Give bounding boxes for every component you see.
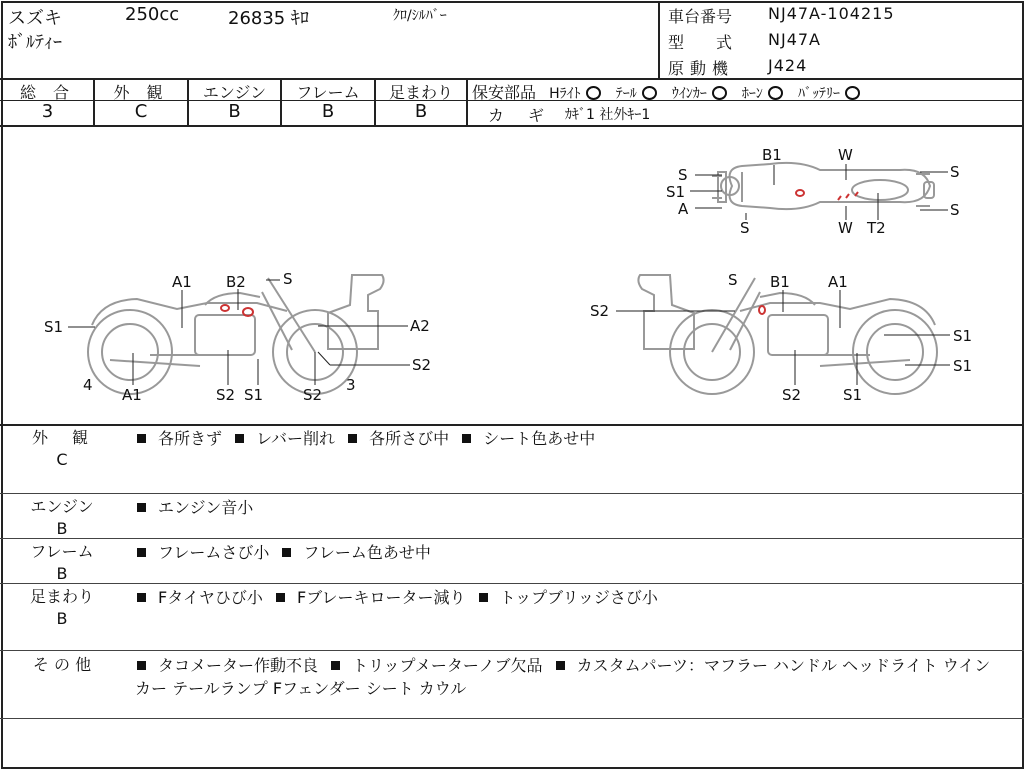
remark-item: Fタイヤひび小 <box>158 588 263 607</box>
bullet-icon <box>479 593 488 602</box>
frame-number-label: 車台番号 <box>668 7 733 26</box>
remark-item: トップブリッジさび小 <box>499 588 658 607</box>
bullet-icon <box>137 434 146 443</box>
remark-label: 外 観 <box>31 428 92 447</box>
model-code: NJ47A <box>768 30 821 49</box>
model-code-label: 型 式 <box>668 33 733 52</box>
remark-label: そ の 他 <box>32 655 92 674</box>
bullet-icon <box>137 548 146 557</box>
remark-divider <box>0 538 1024 539</box>
safety-item-horn: ﾎｰﾝ <box>742 83 783 103</box>
exterior-grade: C <box>134 101 148 122</box>
left-view-bike <box>88 275 384 394</box>
key-value: ｶｷﾞ1 社外ｷｰ1 <box>565 107 651 123</box>
grade-col-sep <box>466 79 468 125</box>
diagram-label: 3 <box>346 376 356 394</box>
diagram-label: S <box>740 219 750 237</box>
remark-divider <box>0 650 1024 651</box>
ok-circle-icon <box>712 86 727 100</box>
diagram-label: A <box>678 200 689 218</box>
model-name: ﾎﾞﾙﾃｨｰ <box>8 32 62 53</box>
ok-circle-icon <box>768 86 783 100</box>
remark-grade: B <box>56 609 68 628</box>
remark-divider <box>0 718 1024 719</box>
frame-grade: B <box>321 101 335 122</box>
diagram-label: A1 <box>828 273 848 291</box>
maker: スズキ <box>8 8 62 29</box>
remark-grade: C <box>56 450 68 469</box>
damage-diagram <box>0 127 1020 423</box>
diagram-label: S <box>950 201 960 219</box>
remark-grade: B <box>56 564 68 583</box>
divider-diagram <box>0 424 1024 426</box>
mileage: 26835 ｷﾛ <box>228 8 309 29</box>
diagram-label: S <box>678 166 688 184</box>
diagram-label: B1 <box>762 146 782 164</box>
safety-item-battery: ﾊﾞｯﾃﾘｰ <box>798 83 860 103</box>
diagram-label: S2 <box>216 386 236 404</box>
diagram-label: S1 <box>953 327 973 345</box>
remark-divider <box>0 493 1024 494</box>
displacement: 250cc <box>125 4 180 25</box>
diagram-label: W <box>838 219 853 237</box>
top-view-bike <box>712 163 934 209</box>
diagram-label: S <box>728 271 738 289</box>
ok-circle-icon <box>845 86 860 100</box>
diagram-label: S1 <box>843 386 863 404</box>
ok-circle-icon <box>642 86 657 100</box>
safety-label: 保安部品 <box>472 83 537 102</box>
suspension-grade: B <box>414 101 428 122</box>
diagram-label: W <box>838 146 853 164</box>
diagram-label: S2 <box>412 356 432 374</box>
remark-item: トリップメーターノブ欠品 <box>352 656 543 675</box>
engine-code-label: 原動機 <box>668 59 735 78</box>
diagram-label: S2 <box>303 386 323 404</box>
diagram-label: S2 <box>590 302 610 320</box>
frame-number: NJ47A-104215 <box>768 4 895 23</box>
suspension-label: 足まわり <box>388 83 453 102</box>
engine-code: J424 <box>768 56 808 75</box>
remark-item: カスタムパーツ：マフラー ハンドル ヘッドライト ウインカー テールランプ Fフェンダー シート カウル <box>135 656 991 698</box>
diagram-label: S1 <box>666 183 686 201</box>
diagram-label: 4 <box>83 376 93 394</box>
remark-item: タコメーター作動不良 <box>158 656 319 675</box>
diagram-label: A2 <box>410 317 430 335</box>
remark-item: Fブレーキローター減り <box>296 588 466 607</box>
header-divider <box>658 2 660 78</box>
overall-label: 総 合 <box>19 83 76 102</box>
leader-lines <box>68 164 950 385</box>
bullet-icon <box>137 593 146 602</box>
ok-circle-icon <box>586 86 601 100</box>
frame-label: フレーム <box>296 83 360 102</box>
bullet-icon <box>348 434 357 443</box>
bullet-icon <box>282 548 291 557</box>
bullet-icon <box>276 593 285 602</box>
diagram-label: S1 <box>44 318 64 336</box>
diagram-label: S <box>950 163 960 181</box>
bullet-icon <box>137 661 146 670</box>
diagram-label: S <box>283 270 293 288</box>
key-label: カ ギ <box>488 106 549 125</box>
color: ｸﾛ/ｼﾙﾊﾞｰ <box>393 8 447 24</box>
bullet-icon <box>235 434 244 443</box>
diagram-label: S1 <box>953 357 973 375</box>
diagram-label: T2 <box>867 219 886 237</box>
remark-label: エンジン <box>30 497 94 516</box>
remark-label: フレーム <box>30 542 94 561</box>
remark-item: フレームさび小 <box>158 543 270 562</box>
bullet-icon <box>137 503 146 512</box>
bullet-icon <box>331 661 340 670</box>
safety-item-headlight: Hﾗｲﾄ <box>549 83 601 103</box>
engine-label: エンジン <box>202 83 267 102</box>
diagram-label: B2 <box>226 273 246 291</box>
diagram-label: A1 <box>122 386 142 404</box>
remark-item: エンジン音小 <box>158 498 254 517</box>
remark-item: 各所さび中 <box>369 429 450 448</box>
engine-grade: B <box>228 101 241 122</box>
safety-item-tail: ﾃｰﾙ <box>616 83 657 103</box>
bullet-icon <box>462 434 471 443</box>
diagram-label: S1 <box>244 386 264 404</box>
bullet-icon <box>556 661 565 670</box>
remark-item: 各所きず <box>158 429 223 448</box>
diagram-label: B1 <box>770 273 790 291</box>
diagram-label: A1 <box>172 273 192 291</box>
diagram-label: S2 <box>782 386 802 404</box>
safety-item-winker: ｳｲﾝｶｰ <box>672 83 727 103</box>
safety-parts <box>472 80 870 103</box>
remark-item: フレーム色あせ中 <box>303 543 431 562</box>
overall-grade: 3 <box>41 101 54 122</box>
remark-item: シート色あせ中 <box>483 429 596 448</box>
exterior-label: 外 観 <box>113 83 169 102</box>
remark-label: 足まわり <box>29 587 94 606</box>
remark-item: レバー削れ <box>256 429 335 448</box>
remark-divider <box>0 583 1024 584</box>
remark-grade: B <box>56 519 68 538</box>
